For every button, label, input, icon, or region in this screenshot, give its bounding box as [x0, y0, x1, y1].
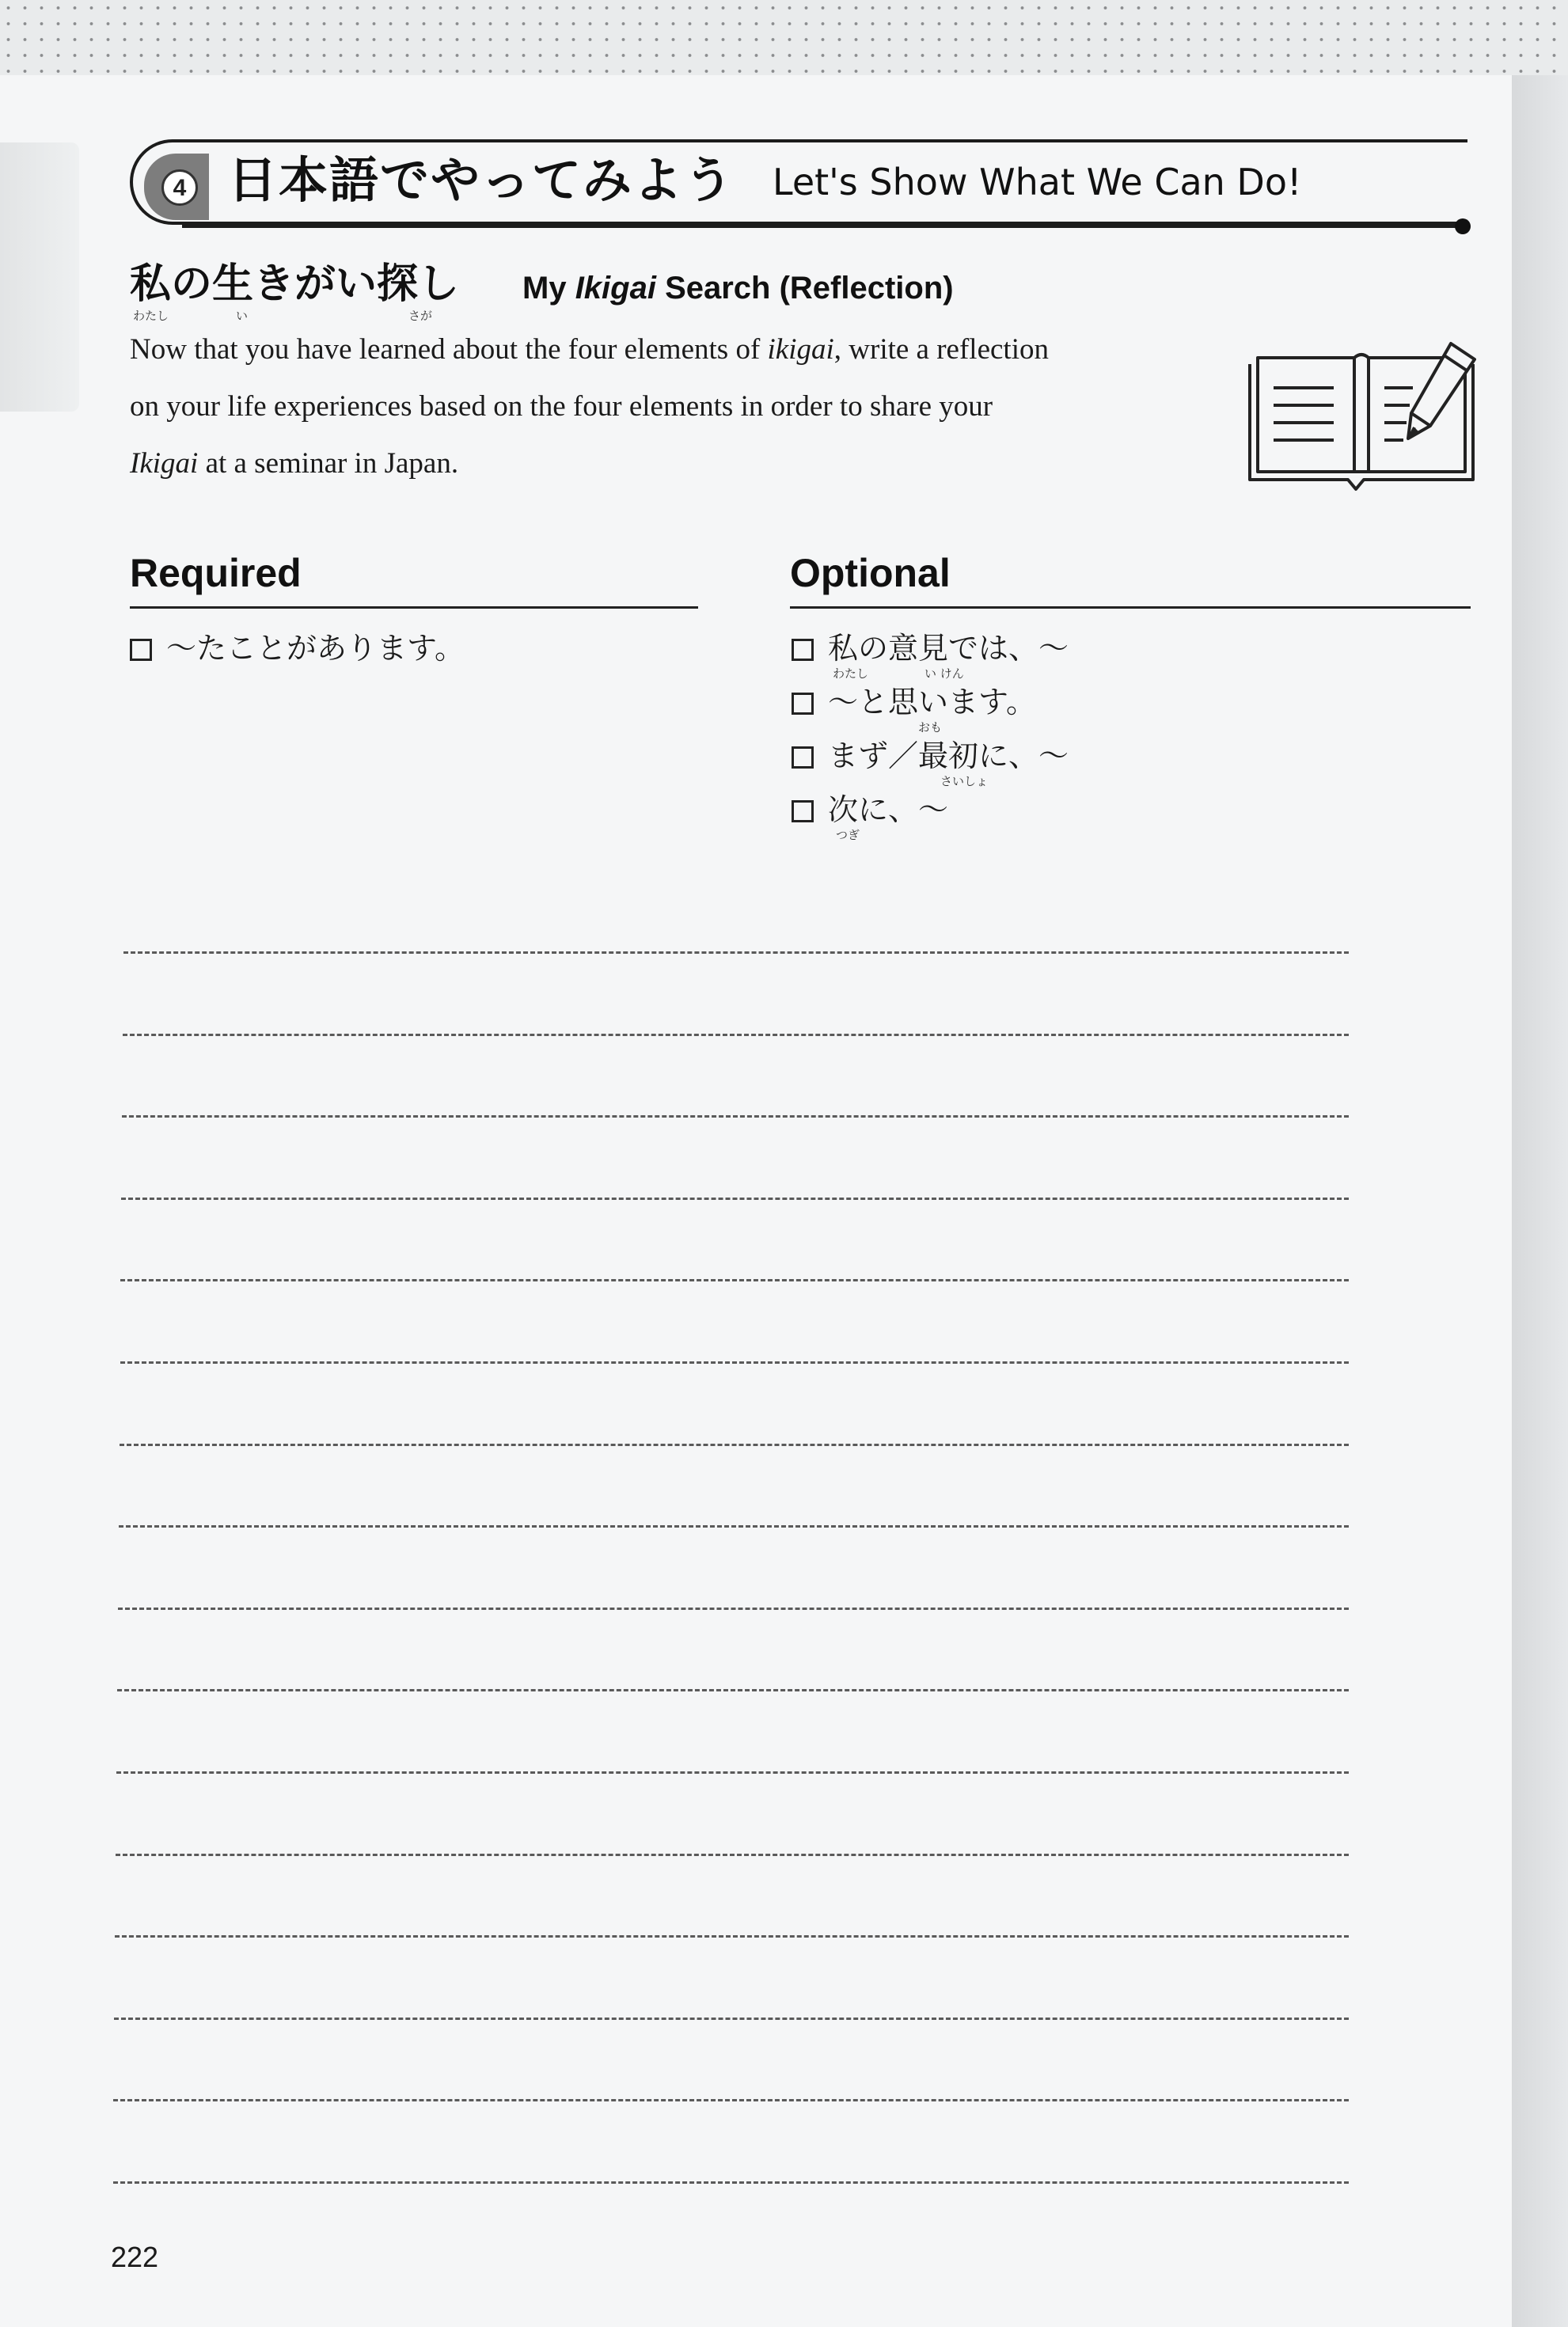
ruby-saisho: さいしょ: [940, 774, 989, 788]
optional-item[interactable]: [792, 682, 1036, 722]
writing-line[interactable]: [114, 2018, 1349, 2020]
writing-line[interactable]: [123, 1034, 1349, 1036]
optional-heading: Optional: [790, 551, 951, 595]
writing-line[interactable]: [116, 1854, 1349, 1856]
checkbox[interactable]: [792, 693, 814, 715]
writing-line[interactable]: [116, 1771, 1349, 1774]
checkbox[interactable]: [130, 639, 152, 661]
writing-line[interactable]: [120, 1279, 1349, 1281]
required-rule: [130, 606, 698, 609]
activity-title-jp: 私の生きがい探し: [130, 260, 460, 308]
required-item-text: ～たことがあります。: [166, 631, 465, 666]
bleed-through-shadow: [0, 142, 79, 412]
ruby-i: い: [236, 309, 249, 323]
required-item[interactable]: [130, 628, 465, 668]
checkbox[interactable]: [792, 800, 814, 822]
ruby-iken: い けん: [924, 666, 964, 681]
writing-line[interactable]: [120, 1361, 1350, 1364]
activity-title-en-italic: Ikigai: [575, 271, 656, 306]
ruby-omo: おも: [918, 720, 943, 735]
instructions-line-3: [130, 435, 1222, 492]
instructions-italic: ikigai: [767, 333, 834, 366]
instructions-text: Now that you have learned about the four elements of: [130, 333, 768, 366]
section-number-badge: [144, 154, 209, 220]
open-book-pencil-icon: [1247, 340, 1476, 499]
writing-line[interactable]: [122, 1115, 1349, 1118]
activity-title-en-suffix: Search (Reflection): [655, 271, 954, 306]
optional-item-text: まず／最初に、～: [828, 738, 1069, 773]
writing-line[interactable]: [117, 1689, 1349, 1691]
optional-rule: [790, 606, 1471, 609]
optional-item[interactable]: [792, 628, 1069, 668]
writing-line[interactable]: [119, 1525, 1349, 1528]
section-title-en: Let's Show What We Can Do!: [773, 161, 1302, 203]
page-edge-shadow: [1512, 75, 1568, 2327]
dotted-header-pattern: [0, 0, 1568, 75]
instructions-text: at a seminar in Japan.: [198, 447, 459, 480]
writing-line[interactable]: [121, 1198, 1349, 1200]
ruby-watashi: わたし: [833, 666, 869, 681]
page-number: 222: [111, 2241, 159, 2273]
section-title-jp: 日本語でやってみよう: [228, 151, 735, 209]
checkbox[interactable]: [792, 746, 814, 769]
checkbox[interactable]: [792, 639, 814, 661]
section-number: 4: [161, 169, 198, 206]
instructions-text: , write a reflection: [833, 333, 1049, 366]
activity-title-en: [522, 266, 954, 310]
instructions-line-2: on your life experiences based on the four elements in order to share your: [130, 390, 993, 423]
required-heading: Required: [130, 551, 302, 595]
writing-line[interactable]: [115, 1935, 1349, 1938]
optional-item[interactable]: [792, 736, 1069, 776]
ruby-saga: さが: [408, 309, 433, 323]
instructions-italic: Ikigai: [130, 447, 199, 480]
activity-title-en-prefix: My: [522, 271, 575, 306]
section-banner-underline: [182, 225, 1461, 228]
optional-item[interactable]: [792, 790, 948, 829]
writing-line[interactable]: [118, 1608, 1349, 1610]
writing-line[interactable]: [113, 2099, 1349, 2101]
writing-line[interactable]: [113, 2181, 1350, 2184]
optional-item-text: ～と思います。: [828, 685, 1036, 719]
writing-line[interactable]: [120, 1444, 1349, 1446]
banner-end-dot: [1455, 218, 1471, 234]
ruby-tsugi: つぎ: [836, 828, 860, 842]
writing-line[interactable]: [123, 951, 1349, 954]
optional-item-text: 次に、～: [828, 792, 949, 827]
ruby-watashi: わたし: [133, 309, 169, 323]
instructions-line-1: [130, 321, 1222, 378]
instructions: [130, 321, 1222, 492]
optional-item-text: 私の意見では、～: [828, 631, 1069, 666]
